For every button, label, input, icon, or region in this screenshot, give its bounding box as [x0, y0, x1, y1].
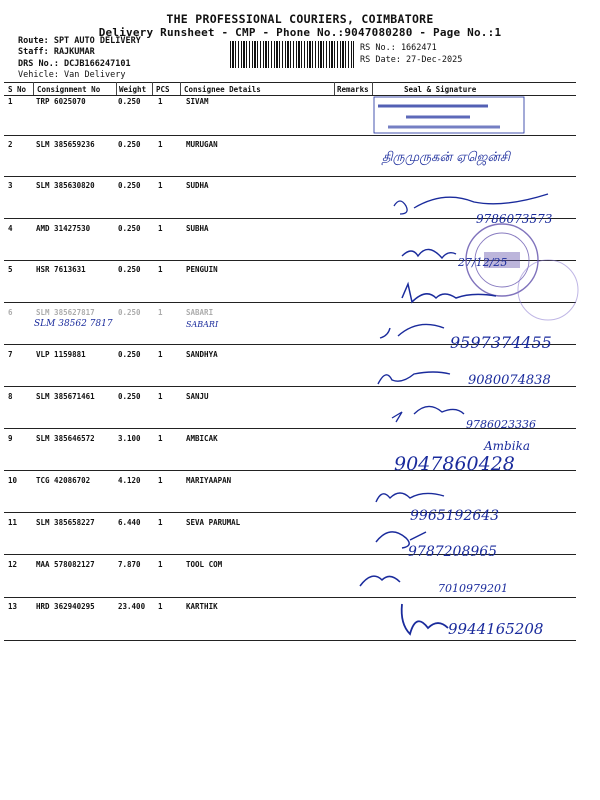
row-separator	[4, 135, 576, 136]
row-separator	[4, 554, 576, 555]
row-consignment: VLP 1159881	[36, 350, 86, 359]
drs-number: DRS No.: DCJB166247101	[18, 59, 131, 69]
table-header-rule	[4, 95, 576, 96]
row-separator	[4, 470, 576, 471]
row-weight: 0.250	[118, 97, 141, 106]
row-consignee: SUBHA	[186, 224, 209, 233]
row-consignment: HSR 7613631	[36, 265, 86, 274]
row-sno: 8	[8, 392, 13, 401]
row-pcs: 1	[158, 265, 163, 274]
handwritten-consignee: SABARI	[186, 320, 219, 329]
row-weight: 0.250	[118, 181, 141, 190]
col-header-weight: Weight	[119, 85, 147, 94]
signature-stroke	[392, 406, 464, 422]
row-pcs: 1	[158, 476, 163, 485]
handwritten-name: Ambika	[484, 439, 530, 453]
row-consignment: SLM 385630820	[36, 181, 95, 190]
col-header-remarks: Remarks	[337, 85, 369, 94]
row-consignee: SABARI	[186, 308, 214, 317]
row-consignee: TOOL COM	[186, 560, 223, 569]
row-consignee: PENGUIN	[186, 265, 218, 274]
table-top-rule	[4, 82, 576, 83]
handwritten-consignment: SLM 38562 7817	[34, 319, 113, 329]
row-consignment: TCG 42086702	[36, 476, 91, 485]
rs-number: RS No.: 1662471	[360, 43, 437, 53]
signature-stroke	[394, 194, 548, 214]
row-sno: 10	[8, 476, 18, 485]
row-consignment: HRD 362940295	[36, 602, 95, 611]
row-separator	[4, 344, 576, 345]
row-sno: 11	[8, 518, 18, 527]
row-pcs: 1	[158, 602, 163, 611]
staff-label: Staff: RAJKUMAR	[18, 47, 95, 57]
row-weight: 4.120	[118, 476, 141, 485]
phone-handwritten: 7010979201	[438, 582, 508, 595]
signature-stroke	[402, 604, 448, 634]
phone-handwritten: 9965192643	[410, 508, 500, 524]
row-sno: 2	[8, 140, 13, 149]
row-consignee: MURUGAN	[186, 140, 218, 149]
row-sno: 9	[8, 434, 13, 443]
signature-stroke	[360, 576, 400, 586]
phone-handwritten: 9944165208	[448, 620, 544, 638]
phone-handwritten: 9787208965	[408, 544, 498, 560]
rs-date: RS Date: 27-Dec-2025	[360, 55, 463, 65]
row-pcs: 1	[158, 181, 163, 190]
row-pcs: 1	[158, 392, 163, 401]
row-separator	[4, 260, 576, 261]
row-separator	[4, 428, 576, 429]
col-divider	[33, 82, 34, 95]
row-pcs: 1	[158, 140, 163, 149]
col-divider	[372, 82, 373, 95]
row-weight: 6.440	[118, 518, 141, 527]
row-sno: 3	[8, 181, 13, 190]
row-consignee: MARIYAAPAN	[186, 476, 232, 485]
row-pcs: 1	[158, 308, 163, 317]
signature-stroke	[376, 493, 444, 502]
row-weight: 0.250	[118, 392, 141, 401]
row-sno: 7	[8, 350, 13, 359]
phone-handwritten: 9786023336	[466, 418, 536, 431]
row-consignment: AMD 31427530	[36, 224, 91, 233]
col-header-consignment: Consignment No	[37, 85, 101, 94]
row-consignment: TRP 6025070	[36, 97, 86, 106]
row-pcs: 1	[158, 97, 163, 106]
col-divider	[334, 82, 335, 95]
row-consignee: SANDHYA	[186, 350, 218, 359]
row-separator	[4, 512, 576, 513]
row-separator	[4, 302, 576, 303]
col-divider	[116, 82, 117, 95]
col-header-consignee: Consignee Details	[184, 85, 261, 94]
row-consignment: SLM 385671461	[36, 392, 95, 401]
row-consignment: SLM 385659236	[36, 140, 95, 149]
col-header-pcs: PCS	[156, 85, 170, 94]
col-header-seal-signature: Seal & Signature	[404, 85, 477, 94]
row-sno: 1	[8, 97, 13, 106]
row-sno: 13	[8, 602, 18, 611]
signature-stroke	[376, 532, 426, 548]
row-consignment: SLM 385627817	[36, 308, 95, 317]
row-weight: 0.250	[118, 140, 141, 149]
row-consignee: SUDHA	[186, 181, 209, 190]
col-divider	[152, 82, 153, 95]
row-consignee: AMBICAK	[186, 434, 218, 443]
row-pcs: 1	[158, 518, 163, 527]
row-sno: 4	[8, 224, 13, 233]
vehicle-label: Vehicle: Van Delivery	[18, 70, 126, 80]
row-consignment: MAA 578082127	[36, 560, 95, 569]
phone-handwritten: 9597374455	[450, 333, 552, 352]
signature-stroke	[378, 372, 450, 384]
row-separator	[4, 386, 576, 387]
row-separator	[4, 597, 576, 598]
barcode	[230, 41, 354, 68]
row-sno: 6	[8, 308, 13, 317]
row-consignee: KARTHIK	[186, 602, 218, 611]
row-separator	[4, 176, 576, 177]
row-pcs: 1	[158, 350, 163, 359]
row-pcs: 1	[158, 560, 163, 569]
row-pcs: 1	[158, 224, 163, 233]
row-consignee: SIVAM	[186, 97, 209, 106]
row-weight: 23.400	[118, 602, 146, 611]
row-sno: 12	[8, 560, 18, 569]
row-consignee: SANJU	[186, 392, 209, 401]
row-separator	[4, 218, 576, 219]
route-label: Route: SPT AUTO DELIVERY	[18, 36, 141, 46]
row-weight: 0.250	[118, 265, 141, 274]
company-seal	[466, 224, 578, 320]
document-title: THE PROFESSIONAL COURIERS, COIMBATORE	[166, 12, 434, 26]
row-weight: 7.870	[118, 560, 141, 569]
row-consignee: SEVA PARUMAL	[186, 518, 241, 527]
row-weight: 0.250	[118, 350, 141, 359]
table-bottom-rule	[4, 640, 576, 641]
document-subtitle: Delivery Runsheet - CMP - Phone No.:9047080280 - Page No.:1	[98, 26, 502, 39]
address-stamp	[374, 97, 524, 133]
row-weight: 0.250	[118, 224, 141, 233]
signature-stroke	[380, 324, 444, 338]
signature-stroke	[402, 249, 456, 258]
signature-stroke	[402, 284, 496, 302]
row-consignment: SLM 385646572	[36, 434, 95, 443]
row-sno: 5	[8, 265, 13, 274]
tamil-stamp: திருமுருகன் ஏஜென்சி	[382, 150, 511, 165]
col-header-sno: S No	[8, 85, 27, 94]
row-weight: 3.100	[118, 434, 141, 443]
date-handwritten: 27/12/25	[458, 256, 508, 269]
row-weight: 0.250	[118, 308, 141, 317]
phone-handwritten: 9080074838	[468, 373, 551, 388]
phone-handwritten: 9047860428	[394, 453, 515, 475]
row-consignment: SLM 385658227	[36, 518, 95, 527]
row-pcs: 1	[158, 434, 163, 443]
phone-handwritten: 9786073573	[476, 212, 553, 226]
col-divider	[180, 82, 181, 95]
